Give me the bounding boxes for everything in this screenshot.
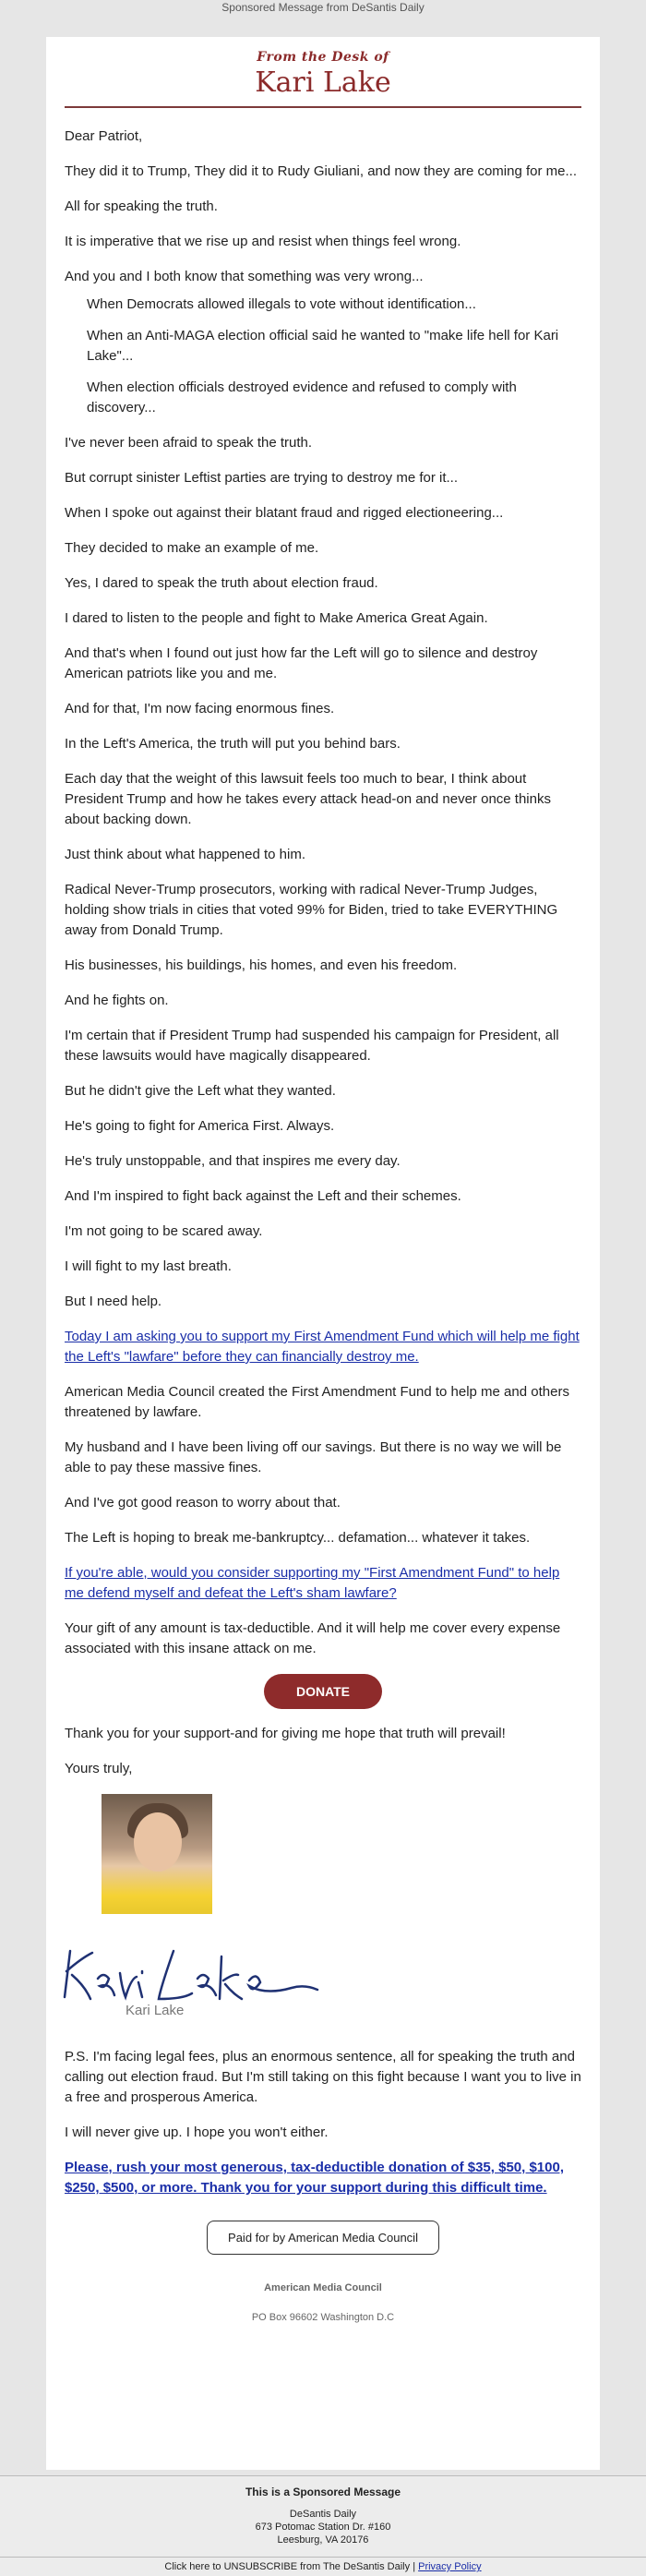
paragraph: And I've got good reason to worry about that. xyxy=(65,1495,341,1511)
paragraph: It is imperative that we rise up and resist when things feel wrong. xyxy=(65,234,461,249)
indented-paragraph: When Democrats allowed illegals to vote without identification... xyxy=(87,296,476,312)
donate-button[interactable]: DONATE xyxy=(264,1674,382,1709)
donate-wrap xyxy=(65,1674,581,1709)
paragraph: He's going to fight for America First. Always. xyxy=(65,1118,335,1134)
ps-paragraph: P.S. I'm facing legal fees, plus an enormous sentence, all for speaking the truth and calling out election fraud. But I'm still taking on this fight because I want you to live in a free and prosperous America. xyxy=(65,2049,581,2105)
paid-for-wrap xyxy=(46,2221,600,2255)
unsubscribe-bar xyxy=(0,2557,646,2576)
greeting: Dear Patriot, xyxy=(65,128,143,144)
letter-header xyxy=(46,37,600,99)
org-name: American Media Council xyxy=(264,2282,382,2293)
footer-city: Leesburg, VA 20176 xyxy=(277,2534,369,2546)
paragraph: I'm not going to be scared away. xyxy=(65,1223,263,1239)
indented-paragraph: When election officials destroyed evidence and refused to comply with discovery... xyxy=(87,379,517,415)
email-card xyxy=(46,37,600,2470)
indented-paragraph: When an Anti-MAGA election official said he wanted to "make life hell for Kari Lake"... xyxy=(87,328,559,364)
header-from: From the Desk of xyxy=(257,50,389,65)
paragraph: Your gift of any amount is tax-deductible. And it will help me cover every expense associated with this insane attack on me. xyxy=(65,1620,561,1656)
paragraph: My husband and I have been living off our savings. But there is no way we will be able to pay these massive fines. xyxy=(65,1439,562,1475)
signature-name: Kari Lake xyxy=(126,2003,185,2018)
footer-title: This is a Sponsored Message xyxy=(245,2486,401,2498)
paragraph: In the Left's America, the truth will put you behind bars. xyxy=(65,736,401,752)
org-address: PO Box 96602 Washington D.C xyxy=(251,2312,395,2323)
thanks-paragraph: Thank you for your support-and for giving me hope that truth will prevail! xyxy=(65,1726,506,1741)
paragraph: The Left is hoping to break me-bankruptcy... defamation... whatever it takes. xyxy=(65,1530,531,1546)
paragraph: American Media Council created the First Amendment Fund to help me and others threatened by lawfare. xyxy=(65,1384,569,1420)
kari-lake-photo xyxy=(102,1794,212,1914)
paragraph: Radical Never-Trump prosecutors, working with radical Never-Trump Judges, holding show trials in cities that voted 99% for Biden, tried to take EVERYTHING away from Donald Trump. xyxy=(65,882,558,938)
signoff: Yours truly, xyxy=(65,1761,133,1776)
privacy-policy-link[interactable]: Privacy Policy xyxy=(418,2561,482,2572)
signature-svg xyxy=(54,1914,330,2006)
letter-body xyxy=(46,108,600,2198)
paragraph: I will fight to my last breath. xyxy=(65,1258,232,1274)
paragraph: But he didn't give the Left what they wanted. xyxy=(65,1083,336,1099)
paragraph: He's truly unstoppable, and that inspires me every day. xyxy=(65,1153,401,1169)
separator: | xyxy=(413,2561,416,2572)
photo-face xyxy=(134,1812,182,1872)
support-fund-link[interactable]: If you're able, would you consider supporting my "First Amendment Fund" to help me defend myself and defeat the Left's sham lawfare? xyxy=(65,1565,560,1601)
footer-sender: DeSantis Daily xyxy=(289,2509,357,2520)
paragraph: And for that, I'm now facing enormous fines. xyxy=(65,701,335,716)
donation-amounts-link[interactable]: Please, rush your most generous, tax-deductible donation of $35, $50, $100, $250, $500, or more. Thank you for your support during this difficult time. xyxy=(65,2160,564,2196)
paragraph: Yes, I dared to speak the truth about election fraud. xyxy=(65,575,378,591)
paid-for-box: Paid for by American Media Council xyxy=(207,2221,439,2255)
header-name: Kari Lake xyxy=(255,66,391,99)
never-paragraph: I will never give up. I hope you won't either. xyxy=(65,2125,329,2140)
paragraph: All for speaking the truth. xyxy=(65,199,218,214)
unsubscribe-text[interactable]: Click here to UNSUBSCRIBE from The DeSantis Daily xyxy=(164,2561,411,2572)
signature-image xyxy=(54,1914,581,2006)
paragraph: But I need help. xyxy=(65,1294,162,1309)
footer-address xyxy=(0,2508,646,2546)
paragraph: They did it to Trump, They did it to Rudy Giuliani, and now they are coming for me... xyxy=(65,163,577,179)
sponsored-banner: Sponsored Message from DeSantis Daily xyxy=(221,1,425,14)
paragraph: Each day that the weight of this lawsuit feels too much to bear, I think about President Trump and how he takes every attack head-on and never once thinks about backing down. xyxy=(65,771,551,827)
paragraph: And that's when I found out just how far the Left will go to silence and destroy American patriots like you and me. xyxy=(65,645,538,681)
signature-path xyxy=(65,1951,317,1999)
paragraph: And he fights on. xyxy=(65,993,169,1008)
paragraph: But corrupt sinister Leftist parties are trying to destroy me for it... xyxy=(65,470,458,486)
sponsored-footer xyxy=(0,2475,646,2576)
footer-street: 673 Potomac Station Dr. #160 xyxy=(255,2522,391,2533)
paragraph: I dared to listen to the people and fight to Make America Great Again. xyxy=(65,610,488,626)
paragraph: And I'm inspired to fight back against the Left and their schemes. xyxy=(65,1188,461,1204)
paragraph: His businesses, his buildings, his homes, and even his freedom. xyxy=(65,957,458,973)
paragraph: They decided to make an example of me. xyxy=(65,540,319,556)
paragraph: When I spoke out against their blatant fraud and rigged electioneering... xyxy=(65,505,504,521)
paragraph: I've never been afraid to speak the truth. xyxy=(65,435,313,451)
paragraph xyxy=(65,267,581,287)
paragraph: I'm certain that if President Trump had suspended his campaign for President, all these lawsuits would have magically disappeared. xyxy=(65,1028,559,1064)
first-amendment-fund-link[interactable]: Today I am asking you to support my First Amendment Fund which will help me fight the Left's "lawfare" before they can financially destroy me. xyxy=(65,1329,580,1365)
paragraph: Just think about what happened to him. xyxy=(65,847,306,862)
paragraph-text: And you and I both know that something was very wrong... xyxy=(65,269,424,284)
